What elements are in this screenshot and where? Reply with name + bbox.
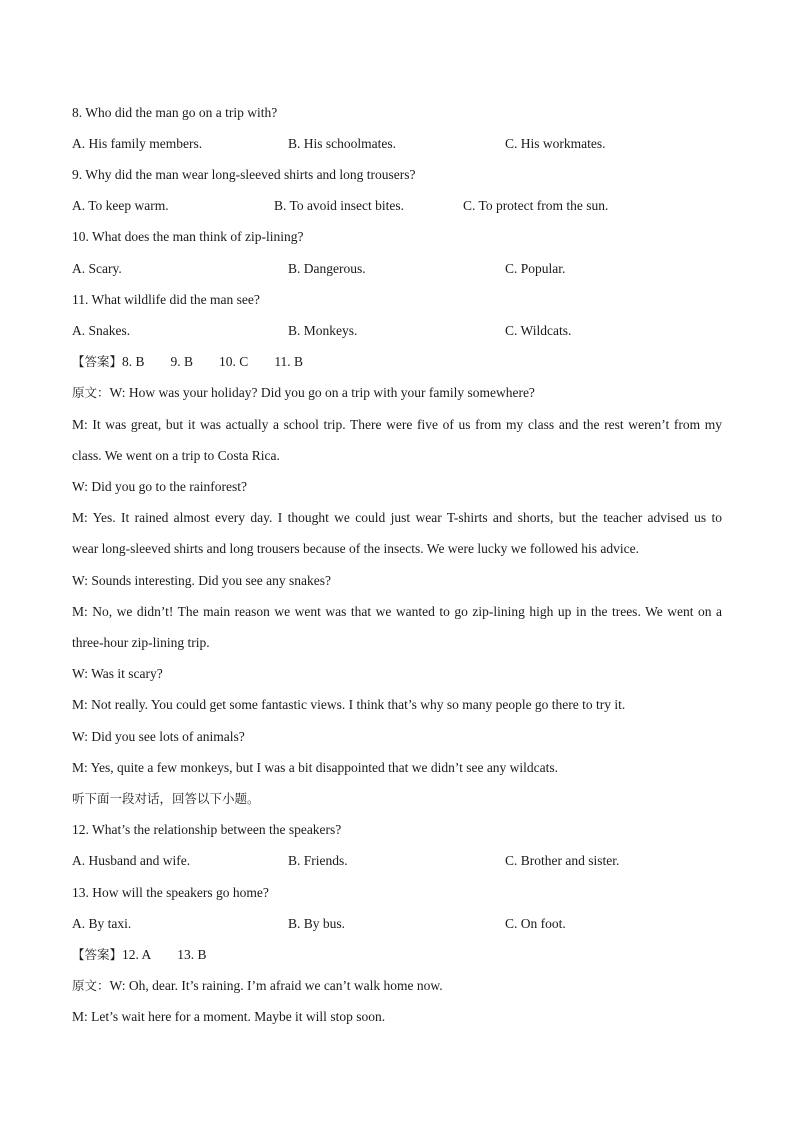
transcript-line: wear long-sleeved shirts and long trousers because of the insects. We were lucky we followed his advice. xyxy=(72,541,639,556)
option-10b: B. Dangerous. xyxy=(288,261,366,276)
answer-label: 【答案】 xyxy=(72,947,123,962)
option-13b: B. By bus. xyxy=(288,916,346,931)
option-11a: A. Snakes. xyxy=(72,323,131,338)
question-12-stem: 12. What’s the relationship between the speakers? xyxy=(72,822,342,837)
option-9a: A. To keep warm. xyxy=(72,198,169,213)
transcript-line: class. We went on a trip to Costa Rica. xyxy=(72,448,280,463)
answer-key-2 xyxy=(72,946,722,964)
transcript-line: W: Was it scary? xyxy=(72,666,163,681)
option-8c: C. His workmates. xyxy=(505,136,606,151)
answer-13: 13. B xyxy=(177,947,207,962)
answer-12: 12. A xyxy=(122,947,152,962)
answer-8: 8. B xyxy=(122,354,145,369)
option-9b: B. To avoid insect bites. xyxy=(274,198,405,213)
transcript-line: W: Did you see lots of animals? xyxy=(72,729,245,744)
option-10c: C. Popular. xyxy=(505,261,566,276)
transcript-line: M: No, we didn’t! The main reason we went was that we wanted to go zip-lining high up in the trees. We went on a xyxy=(72,604,722,619)
answer-label: 【答案】 xyxy=(72,354,123,369)
transcript-line: M: Not really. You could get some fantastic views. I think that’s why so many people go there to try it. xyxy=(72,697,626,712)
question-9-stem: 9. Why did the man wear long-sleeved shirts and long trousers? xyxy=(72,167,416,182)
question-8-stem: 8. Who did the man go on a trip with? xyxy=(72,105,278,120)
option-11c: C. Wildcats. xyxy=(505,323,572,338)
option-9c: C. To protect from the sun. xyxy=(463,198,609,213)
transcript-line: W: Sounds interesting. Did you see any snakes? xyxy=(72,573,331,588)
option-12a: A. Husband and wife. xyxy=(72,853,191,868)
transcript-line: M: Let’s wait here for a moment. Maybe it will stop soon. xyxy=(72,1009,386,1024)
transcript-line xyxy=(72,384,722,402)
transcript-line xyxy=(72,977,722,995)
answer-key-1 xyxy=(72,353,722,371)
option-10a: A. Scary. xyxy=(72,261,122,276)
transcript-line: three-hour zip-lining trip. xyxy=(72,635,210,650)
answer-10: 10. C xyxy=(219,354,249,369)
transcript-text: W: How was your holiday? Did you go on a trip with your family somewhere? xyxy=(109,385,535,400)
question-10-stem: 10. What does the man think of zip-lining? xyxy=(72,229,304,244)
option-13c: C. On foot. xyxy=(505,916,566,931)
transcript-line: M: Yes. It rained almost every day. I thought we could just wear T-shirts and shorts, but the teacher advised us to xyxy=(72,510,722,525)
option-8b: B. His schoolmates. xyxy=(288,136,396,151)
transcript-text: W: Oh, dear. It’s raining. I’m afraid we can’t walk home now. xyxy=(109,978,443,993)
transcript-line: W: Did you go to the rainforest? xyxy=(72,479,247,494)
transcript-line: M: Yes, quite a few monkeys, but I was a bit disappointed that we didn’t see any wildcats. xyxy=(72,760,559,775)
option-13a: A. By taxi. xyxy=(72,916,132,931)
option-12b: B. Friends. xyxy=(288,853,348,868)
question-13-stem: 13. How will the speakers go home? xyxy=(72,885,269,900)
answer-9: 9. B xyxy=(170,354,194,369)
transcript-label: 原文： xyxy=(72,978,110,993)
option-11b: B. Monkeys. xyxy=(288,323,358,338)
transcript-label: 原文： xyxy=(72,385,110,400)
question-11-stem: 11. What wildlife did the man see? xyxy=(72,292,260,307)
option-12c: C. Brother and sister. xyxy=(505,853,620,868)
option-8a: A. His family members. xyxy=(72,136,203,151)
answer-11: 11. B xyxy=(274,354,304,369)
transcript-line: M: It was great, but it was actually a school trip. There were five of us from my class and the rest weren’t from my xyxy=(72,417,722,432)
section-instruction: 听下面一段对话，回答以下小题。 xyxy=(72,791,260,806)
